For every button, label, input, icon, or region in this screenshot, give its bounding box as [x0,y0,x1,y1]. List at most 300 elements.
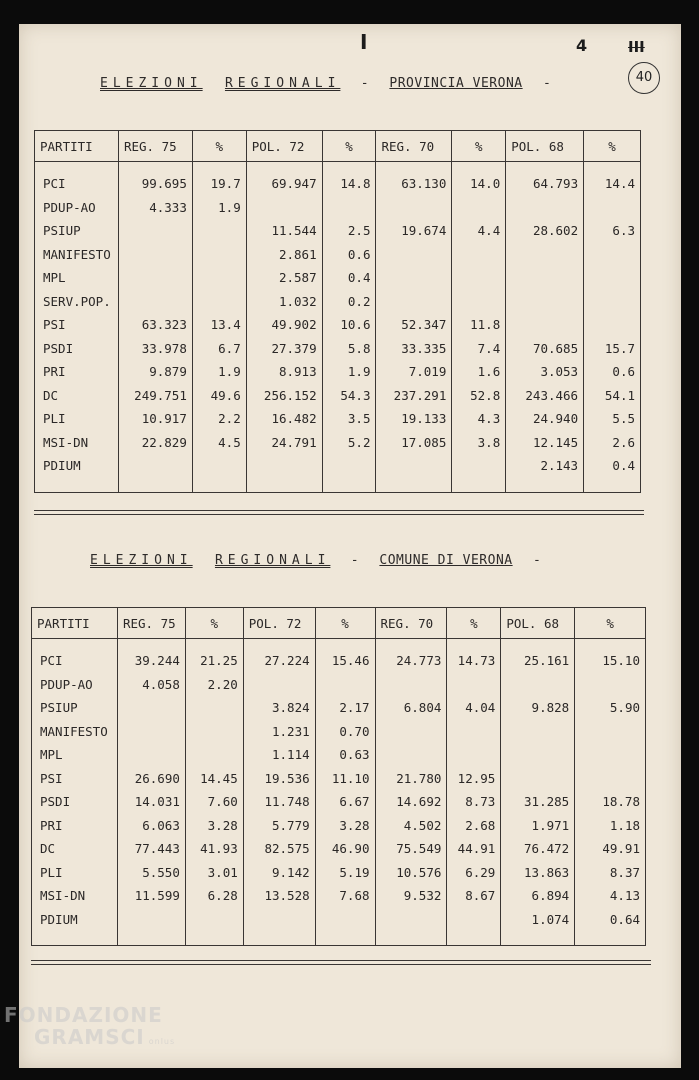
value-cell: 3.053 [506,360,584,384]
value-cell: 52.347 [376,313,452,337]
spacer-cell [575,931,646,946]
value-cell: 9.828 [501,696,575,720]
value-cell [501,673,575,697]
value-cell [243,673,315,697]
value-cell [243,908,315,932]
value-cell [447,743,501,767]
table-row [35,360,641,384]
value-cell: 15.46 [315,639,375,673]
party-name-cell: PSIUP [32,696,118,720]
value-cell: 11.544 [246,219,322,243]
table-row [35,431,641,455]
section2-dash-end: - [532,553,542,568]
value-cell: 22.829 [118,431,192,455]
value-cell: 21.25 [185,639,243,673]
party-name-cell: PCI [32,639,118,673]
spacer-cell [118,478,192,493]
value-cell: 14.4 [584,162,641,196]
value-cell: 25.161 [501,639,575,673]
value-cell: 4.058 [117,673,185,697]
value-cell [192,266,246,290]
value-cell: 237.291 [376,384,452,408]
value-cell: 5.19 [315,861,375,885]
value-cell: 8.67 [447,884,501,908]
section1-dash: - [360,76,370,91]
column-header: PARTITI [35,131,119,162]
column-header: POL. 72 [246,131,322,162]
value-cell: 4.333 [118,196,192,220]
spacer-cell [246,478,322,493]
value-cell [315,908,375,932]
party-name-cell: PDUP-AO [32,673,118,697]
value-cell [192,243,246,267]
party-name-cell: PRI [35,360,119,384]
value-cell: 63.130 [376,162,452,196]
value-cell [375,673,447,697]
value-cell: 1.114 [243,743,315,767]
value-cell [452,266,506,290]
column-header: % [322,131,376,162]
spacer-cell [375,931,447,946]
spacer-cell [192,478,246,493]
column-header: POL. 68 [506,131,584,162]
value-cell: 4.13 [575,884,646,908]
value-cell [315,673,375,697]
spacer-cell [32,931,118,946]
value-cell [117,696,185,720]
table-row [32,790,646,814]
column-header: PARTITI [32,608,118,639]
value-cell [584,243,641,267]
table-row [32,861,646,885]
section2-double-rule [31,960,651,965]
value-cell [447,908,501,932]
value-cell: 2.143 [506,454,584,478]
section1-subtitle: PROVINCIA VERONA [389,76,523,91]
spacer-cell [452,478,506,493]
value-cell: 46.90 [315,837,375,861]
table-row [35,219,641,243]
value-cell: 6.29 [447,861,501,885]
provincia-verona-table [34,130,641,493]
spacer-cell [243,931,315,946]
value-cell [246,196,322,220]
table-row [35,162,641,196]
value-cell: 24.791 [246,431,322,455]
value-cell: 8.73 [447,790,501,814]
value-cell: 2.2 [192,407,246,431]
party-name-cell: DC [32,837,118,861]
value-cell: 14.031 [117,790,185,814]
value-cell: 76.472 [501,837,575,861]
value-cell: 13.4 [192,313,246,337]
value-cell: 10.576 [375,861,447,885]
value-cell: 9.879 [118,360,192,384]
value-cell: 3.8 [452,431,506,455]
watermark-line1: FONDAZIONE [4,1003,163,1027]
spacer-cell [117,931,185,946]
value-cell: 19.674 [376,219,452,243]
value-cell: 63.323 [118,313,192,337]
table-row [32,767,646,791]
value-cell [185,908,243,932]
value-cell: 9.142 [243,861,315,885]
value-cell [506,290,584,314]
value-cell: 6.063 [117,814,185,838]
value-cell [322,454,376,478]
value-cell: 69.947 [246,162,322,196]
party-name-cell: PSI [35,313,119,337]
value-cell: 28.602 [506,219,584,243]
value-cell: 54.1 [584,384,641,408]
value-cell: 2.861 [246,243,322,267]
value-cell: 2.6 [584,431,641,455]
value-cell [375,720,447,744]
value-cell [376,243,452,267]
value-cell: 21.780 [375,767,447,791]
value-cell: 6.804 [375,696,447,720]
value-cell: 70.685 [506,337,584,361]
party-name-cell: MPL [32,743,118,767]
table-row [35,313,641,337]
value-cell: 49.6 [192,384,246,408]
value-cell [575,720,646,744]
value-cell: 9.532 [375,884,447,908]
value-cell: 1.032 [246,290,322,314]
value-cell: 5.90 [575,696,646,720]
value-cell: 49.91 [575,837,646,861]
value-cell: 33.978 [118,337,192,361]
value-cell [376,266,452,290]
value-cell [584,313,641,337]
value-cell: 10.917 [118,407,192,431]
party-name-cell: PSDI [35,337,119,361]
value-cell: 19.7 [192,162,246,196]
value-cell: 0.6 [322,243,376,267]
column-header: REG. 70 [375,608,447,639]
value-cell: 4.04 [447,696,501,720]
column-header: POL. 68 [501,608,575,639]
value-cell [575,767,646,791]
value-cell [117,743,185,767]
spacer-cell [322,478,376,493]
party-name-cell: PSI [32,767,118,791]
value-cell: 13.528 [243,884,315,908]
value-cell: 5.5 [584,407,641,431]
column-header: POL. 72 [243,608,315,639]
column-header: % [185,608,243,639]
value-cell [575,673,646,697]
value-cell: 16.482 [246,407,322,431]
party-name-cell: PDUP-AO [35,196,119,220]
party-name-cell: PLI [35,407,119,431]
party-name-cell: DC [35,384,119,408]
value-cell [117,908,185,932]
value-cell [192,454,246,478]
value-cell: 1.971 [501,814,575,838]
column-header: % [452,131,506,162]
value-cell: 19.133 [376,407,452,431]
value-cell: 10.6 [322,313,376,337]
value-cell: 5.2 [322,431,376,455]
table-row [35,407,641,431]
value-cell: 5.8 [322,337,376,361]
column-header: REG. 75 [118,131,192,162]
value-cell: 6.894 [501,884,575,908]
section2-title-mid: REGIONALI [214,553,331,568]
value-cell: 2.68 [447,814,501,838]
section1-double-rule [34,510,644,515]
party-name-cell: MSI-DN [35,431,119,455]
value-cell [376,196,452,220]
value-cell: 54.3 [322,384,376,408]
party-name-cell: PRI [32,814,118,838]
value-cell: 15.7 [584,337,641,361]
column-header: % [575,608,646,639]
value-cell: 6.67 [315,790,375,814]
value-cell: 12.145 [506,431,584,455]
value-cell: 11.748 [243,790,315,814]
value-cell [118,243,192,267]
value-cell [185,720,243,744]
value-cell [185,696,243,720]
value-cell: 249.751 [118,384,192,408]
value-cell [375,743,447,767]
value-cell: 1.9 [192,196,246,220]
value-cell: 41.93 [185,837,243,861]
value-cell: 11.10 [315,767,375,791]
value-cell: 27.224 [243,639,315,673]
value-cell: 3.824 [243,696,315,720]
spacer-cell [506,478,584,493]
value-cell: 1.18 [575,814,646,838]
column-header: % [584,131,641,162]
value-cell: 31.285 [501,790,575,814]
value-cell: 11.599 [117,884,185,908]
value-cell: 7.019 [376,360,452,384]
value-cell: 1.6 [452,360,506,384]
value-cell: 4.502 [375,814,447,838]
section1-title-left: ELEZIONI [100,76,203,91]
spacer-cell [35,478,119,493]
value-cell: 0.64 [575,908,646,932]
table-row [32,720,646,744]
party-name-cell: MPL [35,266,119,290]
value-cell: 18.78 [575,790,646,814]
handwritten-circled-number: 40 [628,62,660,94]
party-name-cell: SERV.POP. [35,290,119,314]
value-cell: 15.10 [575,639,646,673]
comune-verona-table [31,607,646,946]
table-row [32,837,646,861]
value-cell [506,196,584,220]
value-cell [117,720,185,744]
table-row [32,743,646,767]
value-cell [192,219,246,243]
section2-title-left: ELEZIONI [90,553,193,568]
party-name-cell: PDIUM [35,454,119,478]
value-cell: 27.379 [246,337,322,361]
value-cell: 2.5 [322,219,376,243]
value-cell: 82.575 [243,837,315,861]
value-cell: 2.587 [246,266,322,290]
value-cell [192,290,246,314]
value-cell: 14.692 [375,790,447,814]
handwritten-crossed-number: III [628,38,645,56]
party-name-cell: PCI [35,162,119,196]
value-cell [501,720,575,744]
value-cell: 243.466 [506,384,584,408]
section2-dash: - [350,553,360,568]
value-cell: 3.28 [315,814,375,838]
value-cell: 49.902 [246,313,322,337]
value-cell: 3.28 [185,814,243,838]
value-cell: 44.91 [447,837,501,861]
value-cell: 77.443 [117,837,185,861]
value-cell: 24.940 [506,407,584,431]
value-cell: 1.231 [243,720,315,744]
value-cell [575,743,646,767]
value-cell: 26.690 [117,767,185,791]
value-cell [322,196,376,220]
value-cell: 39.244 [117,639,185,673]
value-cell [452,196,506,220]
spacer-cell [376,478,452,493]
value-cell [452,243,506,267]
value-cell: 4.4 [452,219,506,243]
section1-dash-end: - [542,76,552,91]
value-cell: 5.779 [243,814,315,838]
table-row [35,266,641,290]
value-cell: 4.3 [452,407,506,431]
table-row [35,290,641,314]
value-cell [506,266,584,290]
handwritten-roman-numeral: I [360,30,368,54]
value-cell: 99.695 [118,162,192,196]
watermark-suffix: onlus [148,1037,176,1046]
party-name-cell: PDIUM [32,908,118,932]
spacer-cell [501,931,575,946]
value-cell: 4.5 [192,431,246,455]
value-cell: 5.550 [117,861,185,885]
column-header: % [447,608,501,639]
column-header: % [315,608,375,639]
party-name-cell: MSI-DN [32,884,118,908]
table-header-row [32,608,646,639]
value-cell: 14.0 [452,162,506,196]
value-cell [584,266,641,290]
party-name-cell: PLI [32,861,118,885]
spacer-cell [447,931,501,946]
section1-title-mid: REGIONALI [224,76,341,91]
value-cell: 1.9 [192,360,246,384]
party-name-cell: PSDI [32,790,118,814]
value-cell [584,196,641,220]
value-cell [118,266,192,290]
table-row [35,243,641,267]
section2-subtitle: COMUNE DI VERONA [379,553,513,568]
value-cell: 7.4 [452,337,506,361]
value-cell: 75.549 [375,837,447,861]
party-name-cell: MANIFESTO [35,243,119,267]
value-cell: 14.73 [447,639,501,673]
value-cell: 6.28 [185,884,243,908]
value-cell [118,290,192,314]
table-row [35,384,641,408]
value-cell: 33.335 [376,337,452,361]
section1-heading [100,76,563,91]
value-cell: 256.152 [246,384,322,408]
value-cell [506,313,584,337]
table-row [32,908,646,932]
table-row [32,814,646,838]
table-row [35,454,641,478]
spacer-cell [584,478,641,493]
value-cell: 0.6 [584,360,641,384]
value-cell: 8.37 [575,861,646,885]
value-cell [501,743,575,767]
table-spacer-row [32,931,646,946]
column-header: % [192,131,246,162]
column-header: REG. 70 [376,131,452,162]
table-row [35,196,641,220]
value-cell: 19.536 [243,767,315,791]
table-row [32,673,646,697]
value-cell: 52.8 [452,384,506,408]
value-cell: 0.4 [584,454,641,478]
value-cell: 8.913 [246,360,322,384]
value-cell: 2.20 [185,673,243,697]
spacer-cell [185,931,243,946]
value-cell: 0.63 [315,743,375,767]
party-name-cell: MANIFESTO [32,720,118,744]
section2-heading [90,553,553,568]
value-cell: 13.863 [501,861,575,885]
value-cell: 14.45 [185,767,243,791]
value-cell: 0.70 [315,720,375,744]
value-cell: 0.4 [322,266,376,290]
table-spacer-row [35,478,641,493]
watermark-line2: GRAMSCI [34,1025,145,1049]
value-cell [452,454,506,478]
handwritten-sheet-number: 4 [576,36,588,55]
value-cell: 14.8 [322,162,376,196]
value-cell [375,908,447,932]
spacer-cell [315,931,375,946]
value-cell [185,743,243,767]
value-cell [447,720,501,744]
value-cell: 6.3 [584,219,641,243]
value-cell [376,454,452,478]
value-cell: 3.01 [185,861,243,885]
value-cell [501,767,575,791]
value-cell: 12.95 [447,767,501,791]
value-cell: 7.60 [185,790,243,814]
value-cell: 1.074 [501,908,575,932]
value-cell: 7.68 [315,884,375,908]
value-cell: 1.9 [322,360,376,384]
value-cell: 2.17 [315,696,375,720]
value-cell: 17.085 [376,431,452,455]
value-cell [452,290,506,314]
table-row [32,884,646,908]
value-cell: 24.773 [375,639,447,673]
value-cell: 11.8 [452,313,506,337]
value-cell [118,219,192,243]
column-header: REG. 75 [117,608,185,639]
table-row [32,696,646,720]
value-cell: 6.7 [192,337,246,361]
